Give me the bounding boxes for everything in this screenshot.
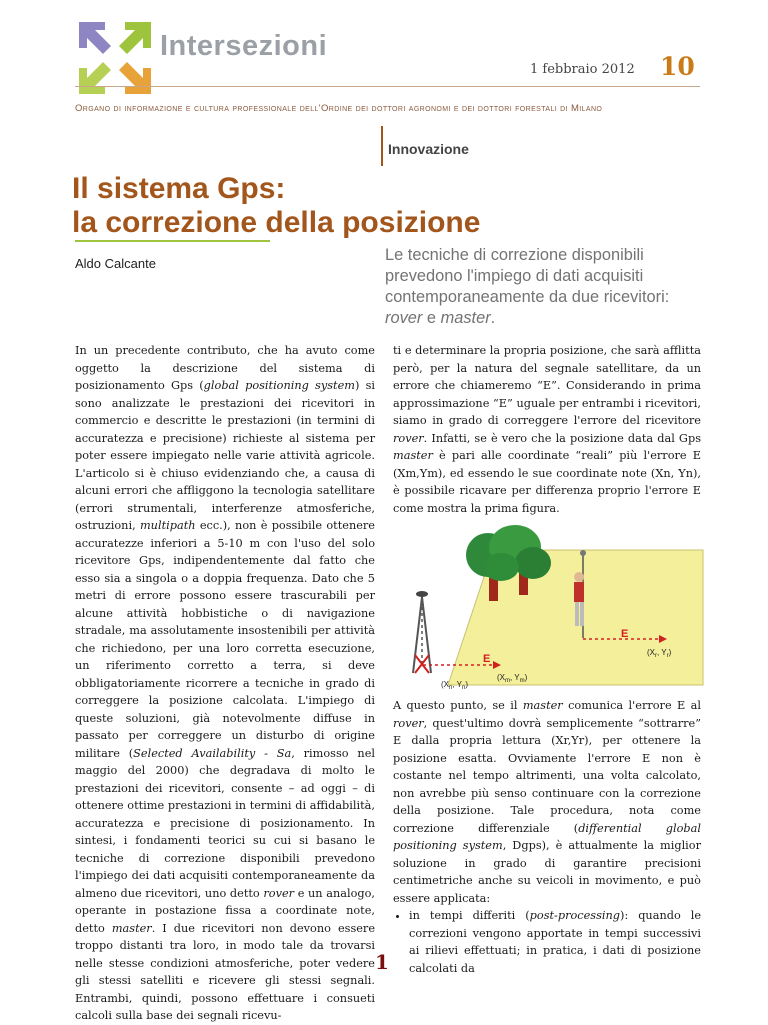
deck-conjunction: e [422, 309, 441, 327]
article-title [72, 172, 480, 240]
title-underline [75, 240, 270, 242]
error-label-rover: E [621, 628, 629, 640]
header-divider [75, 86, 700, 87]
body-column-right-bottom [393, 697, 702, 975]
deck-rover: rover [385, 309, 423, 327]
master-tripod-icon [413, 591, 431, 673]
section-marker [381, 126, 383, 166]
dgps-figure [393, 525, 703, 697]
deck-text: Le tecniche di correzione disponibili prevedono l'impiego di dati acquisiti contemporaneamente da due ricevitori: [385, 246, 670, 306]
coord-label-rover: ($X_r$, $Y_r$) [647, 648, 672, 659]
coord-label-known: ($X_n$, $Y_n$) [441, 680, 468, 691]
body-paragraph: In un precedente contributo, che ha avuto come oggetto la descrizione del sistema di posizionamento Gps (global positioning system) si sono analizzate le prestazioni dei ricevitori in commercio e descritte le prestazioni (in termini di accuratezza e precisione) richieste al sistema per poter essere impiegato nelle varie attività agricole. L'articolo si è chiuso evidenziando che, a causa di alcuni errori che affliggono la tecnologia satellitare (errori strumentali, interferenze atmosferiche, ostruzioni, multipath ecc.), non è possibile ottenere accuratezze inferiori a 5-10 m con l'uso del solo ricevitore Gps, indipendentemente dal fatto che esso sia a singola o a doppia frequenza. Dato che 5 metri di errore possono essere trascurabili per alcune attività hobbistiche o di navigazione stradale, ma assolutamente insostenibili per attività che richiedono, per una loro corretta esecuzione, un riferimento corretto a terra, si deve obbligatoriamente ricorrere a tecniche in grado di correggere la posizione calcolata. L'impiego di queste soluzioni, già notevolmente diffuse in passato per correggere un disturbo di origine militare (Selected Availability - Sa, rimosso nel maggio del 2000) che degradava di molto le prestazioni dei ricevitori, consente – ad oggi – di ottenere ottime prestazioni in termini di affidabilità, accuratezza e precisione di posizionamento. In sintesi, i fondamenti teorici su cui si basano le tecniche di correzione disponibili prevedono l'impiego dei dati acquisiti contemporaneamente da almeno due ricevitori, uno detto rover e un analogo, operante in postazione fissa a coordinate note, detto master. I due ricevitori non devono essere troppo distanti tra loro, in modo tale da trovarsi nelle stesse condizioni atmosferiche, poter vedere gli stessi satelliti e ricevere gli stessi segnali. Entrambi, quindi, possono effettuare i consueti calcoli sulla base dei segnali ricevu- [75, 344, 376, 1022]
issue-date: 1 febbraio 2012 [530, 62, 635, 77]
body-paragraph: ti e determinare la propria posizione, che sarà afflitta però, per la natura del segnale satellitare, da un errore che chiameremo “E”. Considerando in prima approssimazione “E” uguale per entrambi i ricevitori, siamo in grado di correggere l'errore del ricevitore rover. Infatti, se è vero che la posizione data dal Gps master è pari alle coordinate “reali” più l'errore E (Xm,Ym), ed essendo le sue coordinate note (Xn, Yn), è possibile ricavare per differenza proprio l'errore E come mostra la prima figura. [393, 344, 701, 515]
error-label-master: E [483, 653, 491, 665]
issue-number: 10 [660, 52, 695, 81]
article-deck [385, 245, 705, 329]
body-column-left [75, 342, 376, 1022]
brand-name: Intersezioni [160, 30, 328, 62]
publication-subtitle: Organo di informazione e cultura professionale dell'Ordine dei dottori agronomi e dei dottori forestali di Milano [75, 103, 603, 114]
deck-master: master [440, 309, 491, 327]
author-name: Aldo Calcante [75, 256, 156, 271]
body-paragraph: A questo punto, se il master comunica l'errore E al rover, quest'ultimo dovrà semplicemente “sottrarre” E dalla propria lettura (Xr,Yr), per ottenere la posizione esatta. Ovviamente l'errore E non è costante nel tempo altrimenti, una volta calcolato, non avrebbe più senso continuare con la correzione della posizione. Tale procedura, nota come correzione differenziale (differential global positioning system, Dgps), è attualmente la miglior soluzione in grado di garantire precisioni centimetriche anche su veicoli in movimento, e può essere applicata: [393, 699, 701, 905]
coord-label-master: ($X_m$, $Y_m$) [497, 673, 528, 684]
bullet-list [393, 907, 701, 977]
deck-end: . [490, 309, 496, 327]
title-line-2: la correzione della posizione [72, 206, 481, 239]
body-column-right-top [393, 342, 701, 515]
list-item: • in tempi differiti (post-processing): quando le correzioni vengono apportate in tempi successivi ai rilievi effettuati; in pratica, i dati di posizione calcolati da [409, 907, 701, 977]
title-line-1: Il sistema Gps: [72, 172, 286, 205]
section-label: Innovazione [388, 141, 469, 157]
page-number: 1 [375, 950, 389, 974]
